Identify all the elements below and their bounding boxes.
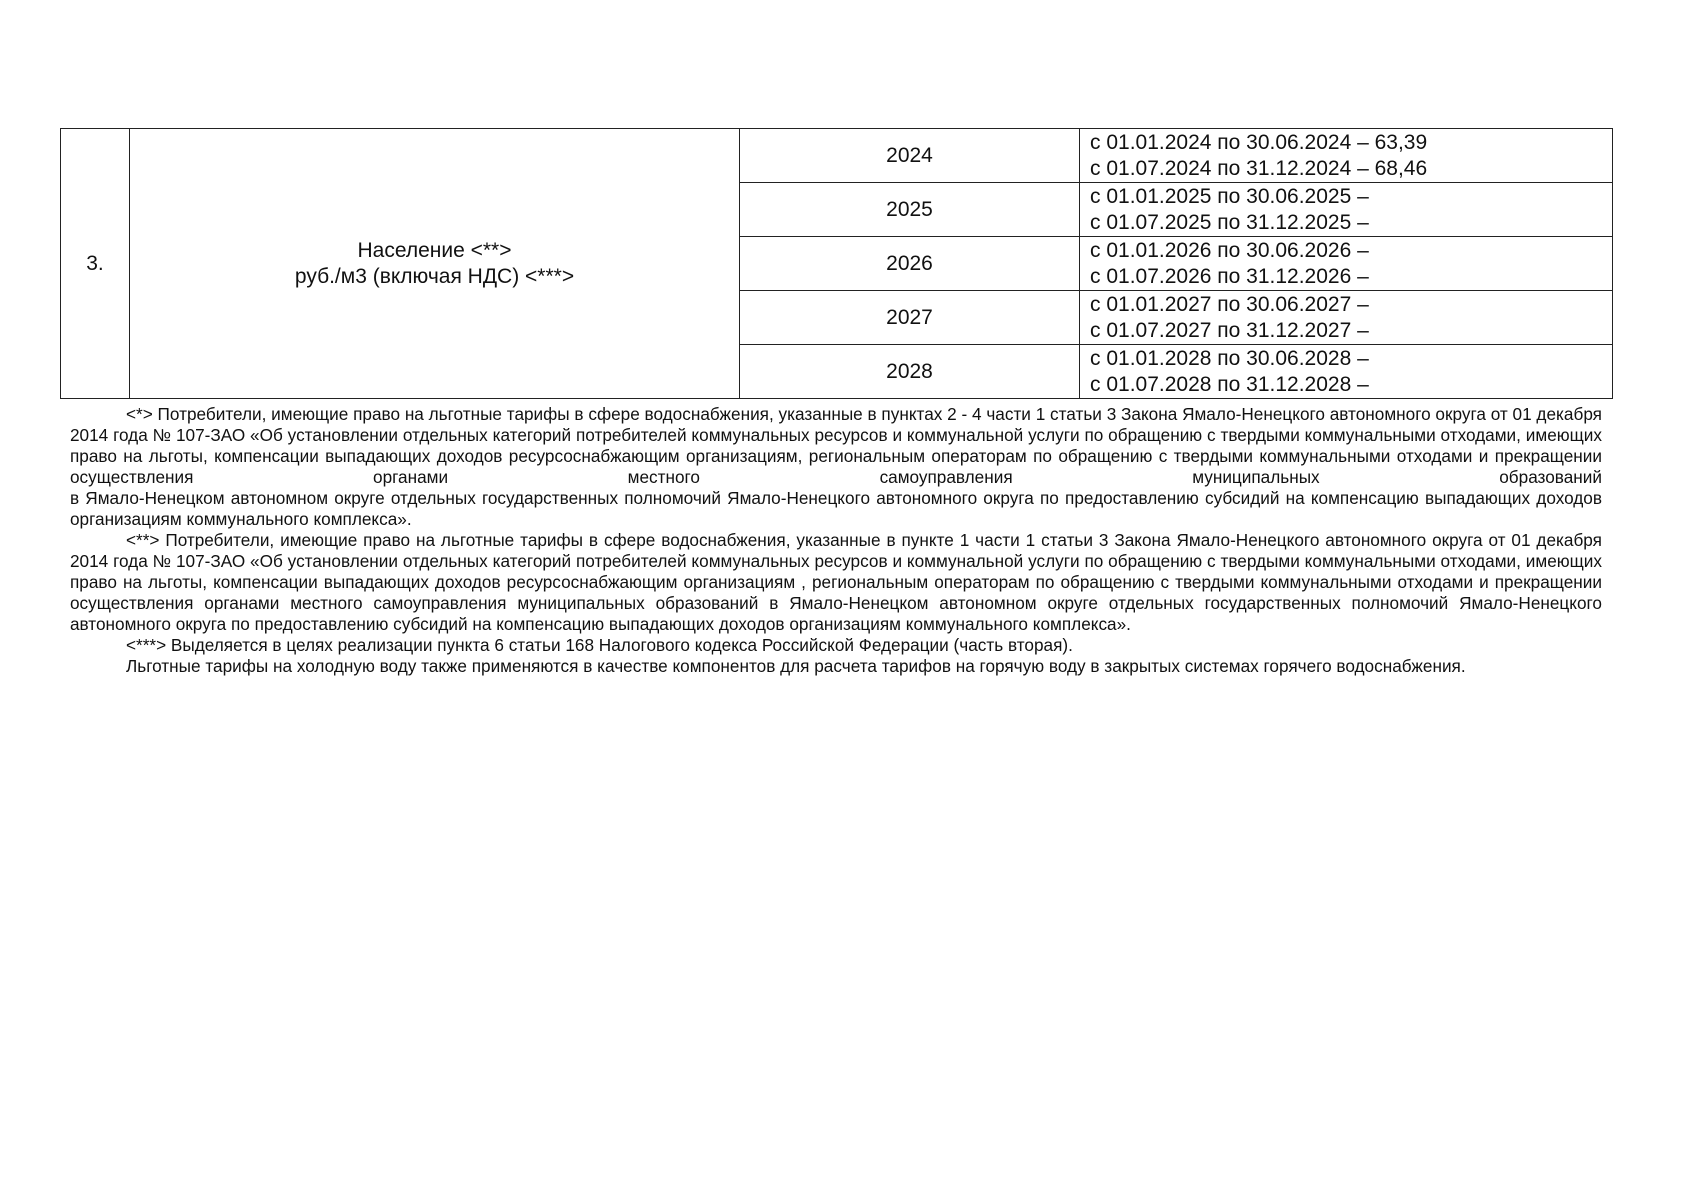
period-second-half: с 01.07.2025 по 31.12.2025 –: [1090, 210, 1369, 234]
period-second-half: с 01.07.2028 по 31.12.2028 –: [1090, 372, 1369, 396]
period-cell: [1080, 129, 1613, 183]
period-second-half: с 01.07.2024 по 31.12.2024 – 68,46: [1090, 156, 1428, 180]
year-cell: [740, 345, 1080, 399]
year-value: 2024: [886, 143, 933, 167]
category-unit: руб./м3 (включая НДС) <***>: [294, 264, 575, 288]
footnote-three: <***> Выделяется в целях реализации пункта 6 статьи 168 Налогового кодекса Российской Федерации (часть вторая).: [126, 635, 1073, 655]
period-first-half: с 01.01.2027 по 30.06.2027 –: [1090, 292, 1369, 316]
year-value: 2028: [886, 359, 933, 383]
period-first-half: с 01.01.2026 по 30.06.2026 –: [1090, 238, 1369, 262]
category-cell: [130, 129, 740, 399]
period-cell: [1080, 237, 1613, 291]
period-cell: [1080, 345, 1613, 399]
period-first-half: с 01.01.2028 по 30.06.2028 –: [1090, 346, 1369, 370]
year-cell: [740, 291, 1080, 345]
footnotes: [70, 404, 1602, 677]
year-value: 2025: [886, 197, 933, 221]
period-first-half: с 01.01.2024 по 30.06.2024 – 63,39: [1090, 130, 1428, 154]
category-title: Население <**>: [357, 238, 512, 262]
year-value: 2027: [886, 305, 933, 329]
year-value: 2026: [886, 251, 933, 275]
year-cell: [740, 129, 1080, 183]
period-second-half: с 01.07.2026 по 31.12.2026 –: [1090, 264, 1369, 288]
footnote-four: Льготные тарифы на холодную воду также применяются в качестве компонентов для расчета тарифов на горячую воду в закрытых системах горячего водоснабжения.: [126, 656, 1466, 676]
year-cell: [740, 237, 1080, 291]
tariff-table: [60, 128, 1613, 399]
footnote-one-continuation: в Ямало-Ненецком автономном округе отдельных государственных полномочий Ямало-Ненецкого автономного округа по предоставлению субсидий на компенсацию выпадающих доходов организациям коммунального комплекса».: [70, 488, 1602, 529]
footnote-two: <**> Потребители, имеющие право на льготные тарифы в сфере водоснабжения, указанные в пункте 1 части 1 статьи 3 Закона Ямало-Ненецкого автономного округа от 01 декабря 2014 года № 107-ЗАО «Об установлении отдельных категорий потребителей коммунальных ресурсов и коммунальной услуги по обращению с твердыми коммунальными отходами, имеющих право на льготы, компенсации выпадающих доходов ресурсоснабжающим организациям , региональным операторам по обращению с твердыми коммунальными отходами и прекращении осуществления органами местного самоуправления муниципальных образований в Ямало-Ненецком автономном округе отдельных государственных полномочий Ямало-Ненецкого автономного округа по предоставлению субсидий на компенсацию выпадающих доходов организациям коммунального комплекса».: [70, 530, 1602, 634]
period-first-half: с 01.01.2025 по 30.06.2025 –: [1090, 184, 1369, 208]
row-number: 3.: [86, 251, 104, 275]
period-cell: [1080, 183, 1613, 237]
year-cell: [740, 183, 1080, 237]
period-second-half: с 01.07.2027 по 31.12.2027 –: [1090, 318, 1369, 342]
period-cell: [1080, 291, 1613, 345]
footnote-one: <*> Потребители, имеющие право на льготные тарифы в сфере водоснабжения, указанные в пунктах 2 - 4 части 1 статьи 3 Закона Ямало-Ненецкого автономного округа от 01 декабря 2014 года № 107-ЗАО «Об установлении отдельных категорий потребителей коммунальных ресурсов и коммунальной услуги по обращению с твердыми коммунальными отходами, имеющих право на льготы, компенсации выпадающих доходов ресурсоснабжающим организациям, региональным операторам по обращению с твердыми коммунальными отходами и прекращении осуществления органами местного самоуправления муниципальных образований: [70, 404, 1602, 487]
row-number-cell: [61, 129, 130, 399]
table-row: [61, 129, 1613, 183]
